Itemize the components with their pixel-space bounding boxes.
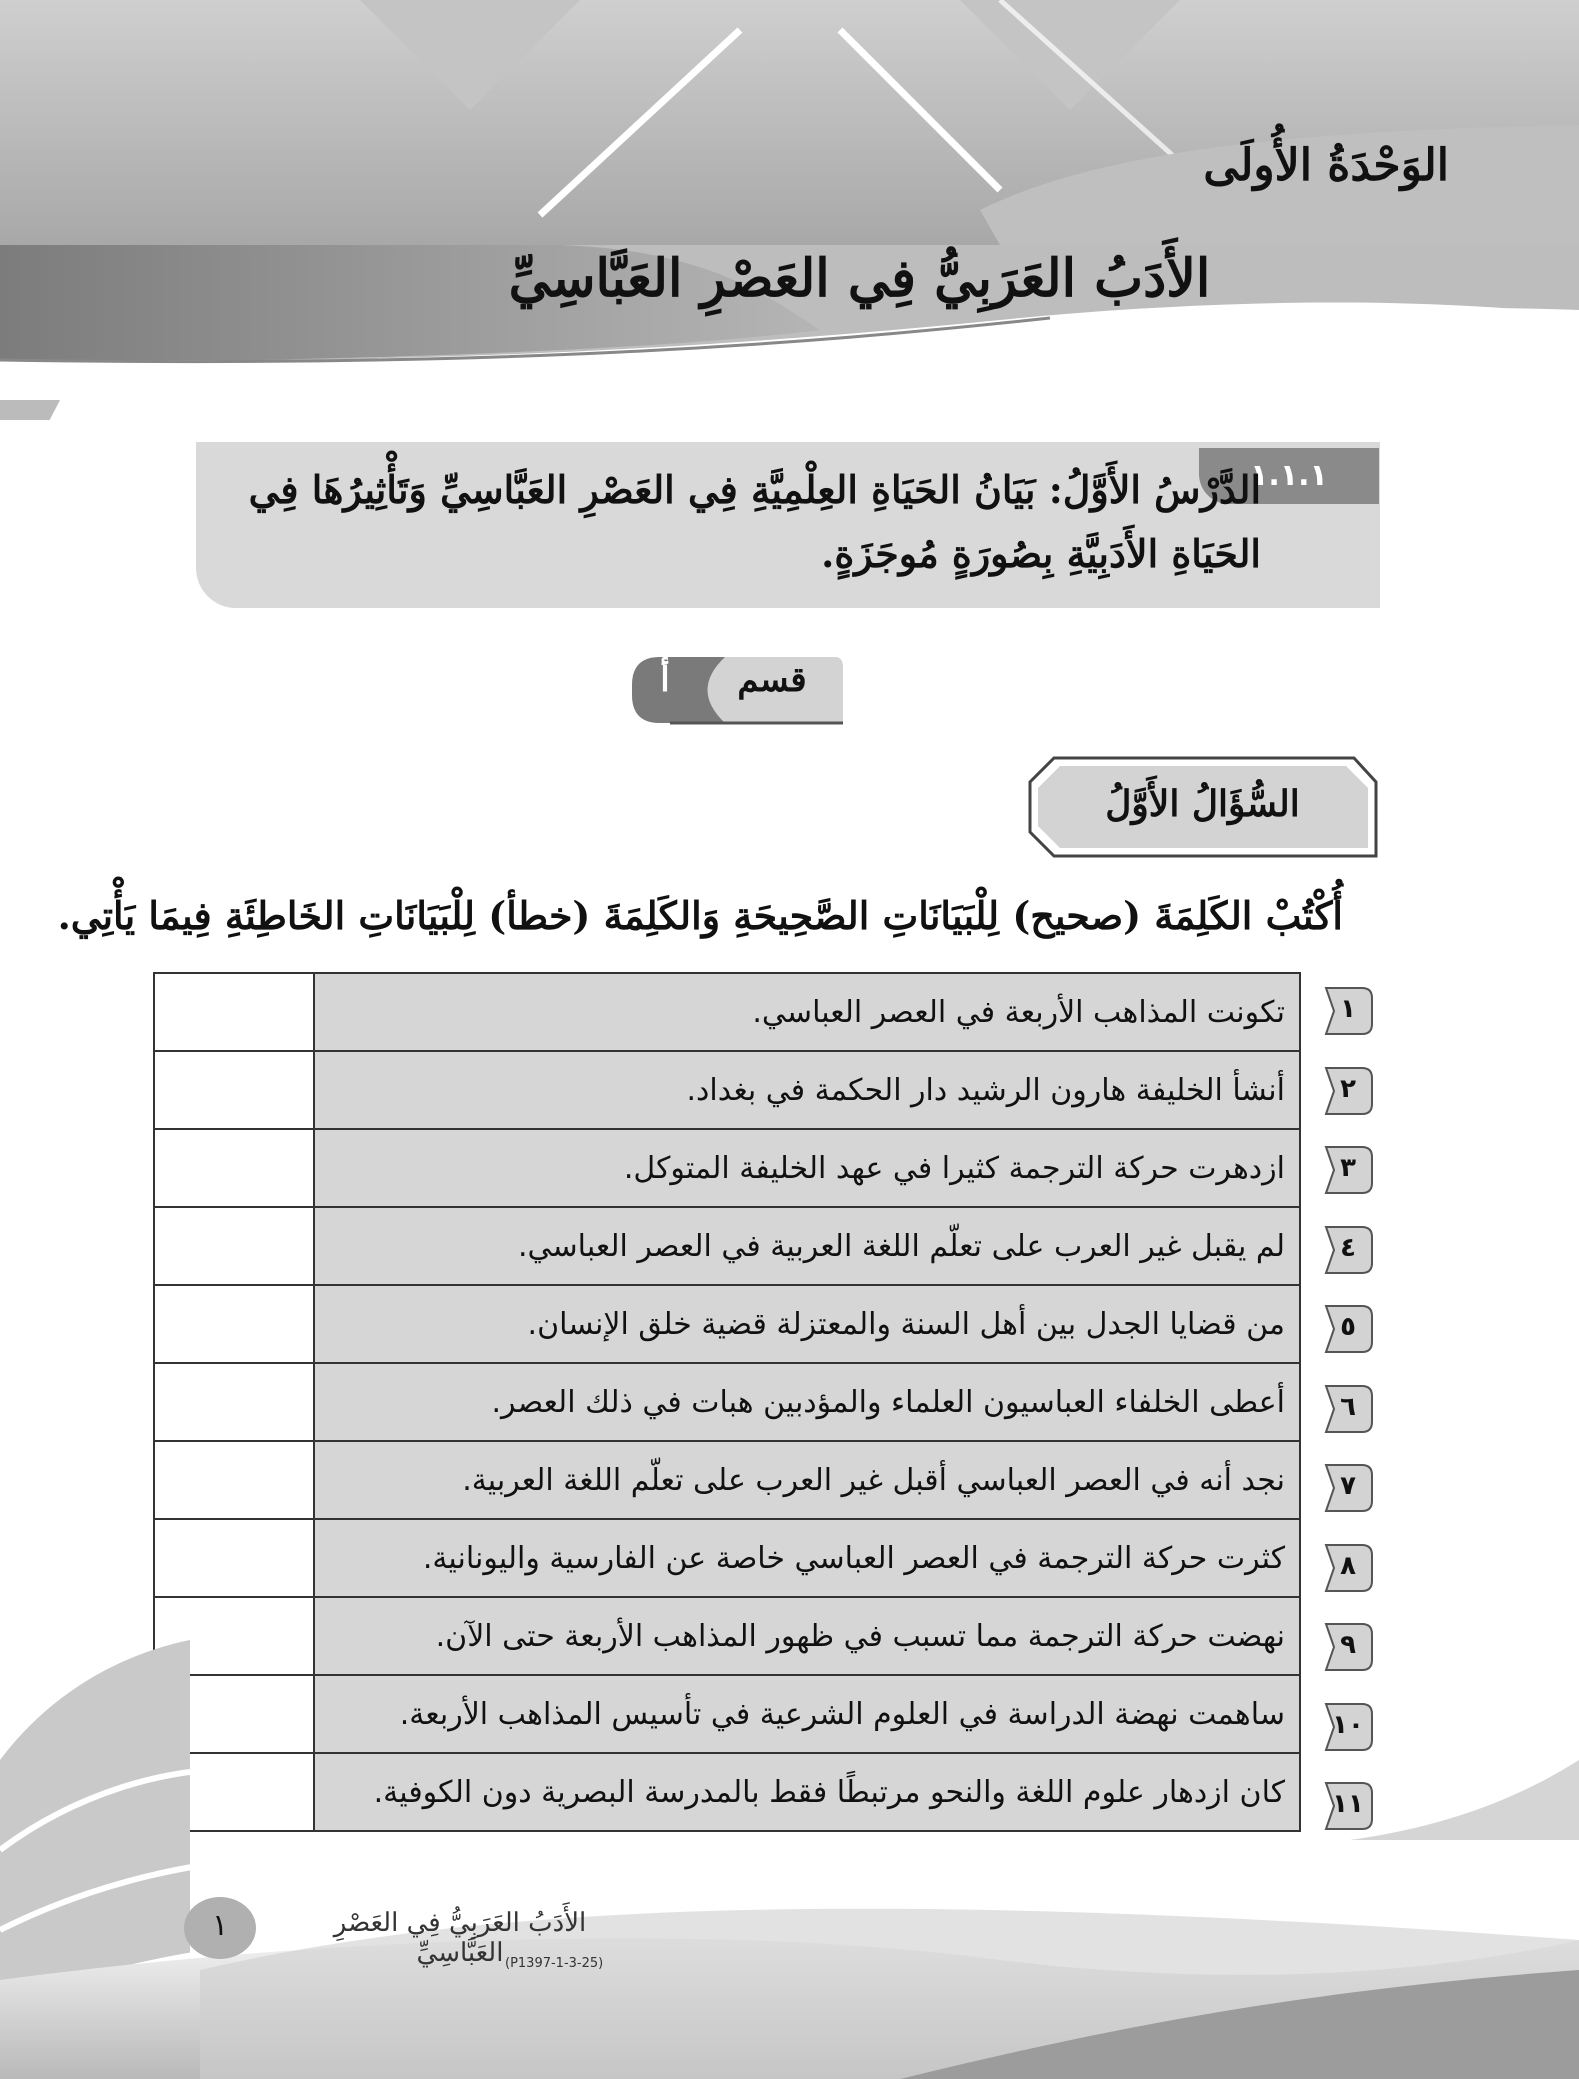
unit-title: الوَحْدَةُ الأُولَى <box>1203 140 1449 191</box>
statement-text: كثرت حركة الترجمة في العصر العباسي خاصة عن الفارسية واليونانية. <box>314 1519 1301 1597</box>
lesson-title: الدَّرْسُ الأَوَّلُ: بَيَانُ الحَيَاةِ العِلْمِيَّةِ فِي العَصْرِ العَبَّاسِيِّ وَتَأْثِيرُهَا فِي الحَيَاةِ الأَدَبِيَّةِ بِصُورَةٍ مُوجَزَةٍ. <box>248 467 1261 576</box>
lesson-number-badge: ١.١.١ <box>1199 448 1379 504</box>
statement-text: أعطى الخلفاء العباسيون العلماء والمؤدبين هبات في ذلك العصر. <box>314 1363 1301 1441</box>
statement-text: ازدهرت حركة الترجمة كثيرا في عهد الخليفة المتوكل. <box>314 1129 1301 1207</box>
statement-text: لم يقبل غير العرب على تعلّم اللغة العربية في العصر العباسي. <box>314 1207 1301 1285</box>
answer-cell[interactable] <box>154 973 314 1051</box>
page-number: ١ <box>211 1908 229 1943</box>
answer-cell[interactable] <box>154 1129 314 1207</box>
header-banner <box>0 0 1579 420</box>
table-row <box>154 1129 1300 1207</box>
statement-number: ٣ <box>1340 1153 1356 1183</box>
footer-title: الأَدَبُ العَرَبِيُّ فِي العَصْرِ العَبَّاسِيِّ <box>333 1908 587 1968</box>
statement-number: ٢ <box>1340 1073 1356 1104</box>
statement-number: ٩ <box>1340 1630 1356 1660</box>
statement-number: ١١ <box>1332 1789 1364 1819</box>
statement-number: ٤ <box>1340 1232 1356 1263</box>
statement-text: نهضت حركة الترجمة مما تسبب في ظهور المذاهب الأربعة حتى الآن. <box>314 1597 1301 1675</box>
statement-number: ٥ <box>1340 1312 1356 1342</box>
table-row <box>154 1051 1300 1129</box>
answer-cell[interactable] <box>154 1207 314 1285</box>
footer-code: (P1397-1-3-25) <box>505 1956 604 1971</box>
statement-text: ساهمت نهضة الدراسة في العلوم الشرعية في تأسيس المذاهب الأربعة. <box>314 1675 1301 1753</box>
table-row <box>154 1441 1300 1519</box>
question-title: السُّؤَالُ الأَوَّلُ <box>1105 783 1300 825</box>
answer-cell[interactable] <box>154 1285 314 1363</box>
statement-number: ٦ <box>1340 1391 1356 1422</box>
statement-text: من قضايا الجدل بين أهل السنة والمعتزلة قضية خلق الإنسان. <box>314 1285 1301 1363</box>
footer-decoration <box>0 1640 1579 2079</box>
page-title: الأَدَبُ العَرَبِيُّ فِي العَصْرِ العَبَّاسِيِّ <box>508 248 1211 309</box>
section-letter: أ <box>660 660 670 700</box>
section-label: قسم <box>737 660 807 700</box>
table-row <box>154 1285 1300 1363</box>
statement-text: أنشأ الخليفة هارون الرشيد دار الحكمة في بغداد. <box>314 1051 1301 1129</box>
table-row <box>154 1519 1300 1597</box>
statement-text: تكونت المذاهب الأربعة في العصر العباسي. <box>314 973 1301 1051</box>
table-row <box>154 1207 1300 1285</box>
statement-text: نجد أنه في العصر العباسي أقبل غير العرب على تعلّم اللغة العربية. <box>314 1441 1301 1519</box>
question-instruction: أُكْتُبْ الكَلِمَةَ (صحيح) لِلْبَيَانَاتِ الصَّحِيحَةِ وَالكَلِمَةَ (خطأ) لِلْبَيَانَاتِ الخَاطِئَةِ فِيمَا يَأْتِي. <box>57 893 1343 938</box>
statement-number: ١٠ <box>1332 1709 1364 1740</box>
statement-number: ٨ <box>1340 1550 1356 1581</box>
answer-cell[interactable] <box>154 1441 314 1519</box>
table-row <box>154 973 1300 1051</box>
statement-number: ٧ <box>1340 1471 1356 1501</box>
answer-cell[interactable] <box>154 1051 314 1129</box>
answer-cell[interactable] <box>154 1519 314 1597</box>
answer-cell[interactable] <box>154 1363 314 1441</box>
statement-text: كان ازدهار علوم اللغة والنحو مرتبطًا فقط بالمدرسة البصرية دون الكوفية. <box>314 1753 1301 1831</box>
statement-number: ١ <box>1340 994 1356 1024</box>
table-row <box>154 1363 1300 1441</box>
